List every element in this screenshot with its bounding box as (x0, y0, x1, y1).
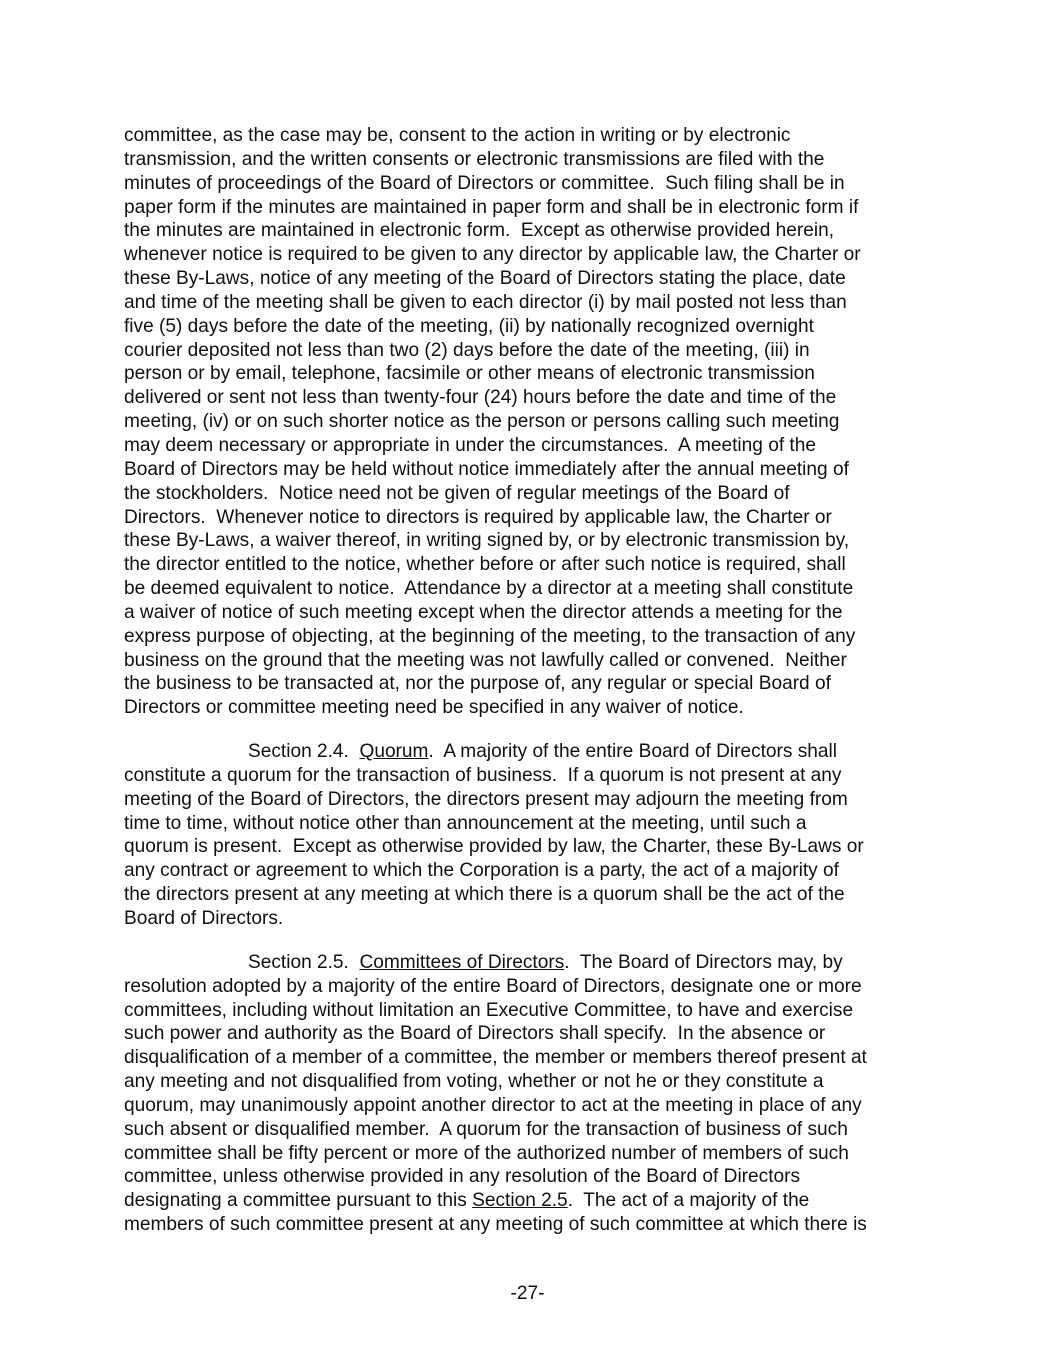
text-line: quorum is present. Except as otherwise provided by law, the Charter, these By-Laws or (124, 836, 864, 858)
text-line: members of such committee present at any meeting of such committee at which there is (124, 1214, 867, 1236)
section-2-5-first-line (124, 951, 936, 975)
text-line: express purpose of objecting, at the beginning of the meeting, to the transaction of any (124, 625, 856, 647)
text-fragment: designating a committee pursuant to this (124, 1190, 473, 1212)
section-heading: Quorum (359, 741, 429, 763)
section-2-5 (124, 951, 936, 1237)
text-line: Directors or committee meeting need be specified in any waiver of notice. (124, 697, 744, 719)
text-line: resolution adopted by a majority of the entire Board of Directors, designate one or more (124, 975, 862, 997)
text-line: Directors. Whenever notice to directors is required by applicable law, the Charter or (124, 506, 832, 528)
text-line: the directors present at any meeting at which there is a quorum shall be the act of the (124, 884, 845, 906)
text-line: constitute a quorum for the transaction of business. If a quorum is not present at any (124, 764, 842, 786)
text-line: be deemed equivalent to notice. Attendance by a director at a meeting shall constitute (124, 578, 854, 600)
text-line: any contract or agreement to which the Corporation is a party, the act of a majority of (124, 860, 839, 882)
paragraph-continuation (124, 124, 936, 720)
section-number: Section 2.5. (248, 951, 349, 973)
section-number: Section 2.4. (248, 741, 349, 763)
text-line: transmission, and the written consents or electronic transmissions are filed with the (124, 148, 825, 170)
section-text: . The Board of Directors may, by (564, 951, 843, 973)
text-fragment: . The act of a majority of the (567, 1190, 810, 1212)
text-line: business on the ground that the meeting was not lawfully called or convened. Neither (124, 649, 847, 671)
text-line: the minutes are maintained in electronic form. Except as otherwise provided herein, (124, 220, 835, 242)
text-line: disqualification of a member of a committee, the member or members thereof present at (124, 1047, 867, 1069)
text-line: committees, including without limitation an Executive Committee, to have and exercise (124, 999, 854, 1021)
text-line: quorum, may unanimously appoint another director to act at the meeting in place of any (124, 1094, 862, 1116)
text-line: meeting of the Board of Directors, the directors present may adjourn the meeting from (124, 788, 848, 810)
section-heading: Committees of Directors (359, 951, 565, 973)
text-line: the business to be transacted at, nor the purpose of, any regular or special Board of (124, 673, 831, 695)
text-line: such absent or disqualified member. A quorum for the transaction of business of such (124, 1118, 848, 1140)
section-2-4 (124, 740, 936, 931)
section-text: . A majority of the entire Board of Directors shall (428, 741, 838, 763)
section-reference-line (124, 1189, 936, 1213)
text-line: such power and authority as the Board of Directors shall specify. In the absence or (124, 1023, 826, 1045)
text-line: paper form if the minutes are maintained in paper form and shall be in electronic form if (124, 196, 859, 218)
text-line: may deem necessary or appropriate in under the circumstances. A meeting of the (124, 434, 816, 456)
text-line: meeting, (iv) or on such shorter notice as the person or persons calling such meeting (124, 411, 840, 433)
text-line: five (5) days before the date of the meeting, (ii) by nationally recognized overnight (124, 315, 814, 337)
section-cross-reference: Section 2.5 (472, 1190, 568, 1212)
text-line: person or by email, telephone, facsimile or other means of electronic transmission (124, 363, 815, 385)
text-line: minutes of proceedings of the Board of Directors or committee. Such filing shall be in (124, 172, 845, 194)
section-2-4-first-line (124, 740, 936, 764)
text-line: Board of Directors may be held without notice immediately after the annual meeting of (124, 458, 849, 480)
document-body (124, 124, 936, 1237)
text-line: the stockholders. Notice need not be given of regular meetings of the Board of (124, 482, 790, 504)
text-line: a waiver of notice of such meeting except when the director attends a meeting for the (124, 601, 843, 623)
text-line: Board of Directors. (124, 908, 284, 929)
text-line: committee, unless otherwise provided in any resolution of the Board of Directors (124, 1166, 801, 1188)
text-line: these By-Laws, notice of any meeting of the Board of Directors stating the place, date (124, 268, 846, 290)
text-line: time to time, without notice other than announcement at the meeting, until such a (124, 812, 807, 834)
text-line: committee, as the case may be, consent to the action in writing or by electronic (124, 125, 791, 146)
text-line: these By-Laws, a waiver thereof, in writing signed by, or by electronic transmission by, (124, 530, 850, 552)
text-line: delivered or sent not less than twenty-four (24) hours before the date and time of the (124, 387, 837, 409)
text-line: and time of the meeting shall be given to each director (i) by mail posted not less than (124, 291, 847, 313)
text-line: committee shall be fifty percent or more of the authorized number of members of such (124, 1142, 849, 1164)
text-line: courier deposited not less than two (2) days before the date of the meeting, (iii) in (124, 339, 810, 361)
text-line: whenever notice is required to be given to any director by applicable law, the Charter or (124, 244, 861, 266)
text-line: the director entitled to the notice, whether before or after such notice is required, shall (124, 554, 846, 576)
text-line: any meeting and not disqualified from voting, whether or not he or they constitute a (124, 1071, 824, 1093)
page-number: -27- (510, 1283, 545, 1304)
